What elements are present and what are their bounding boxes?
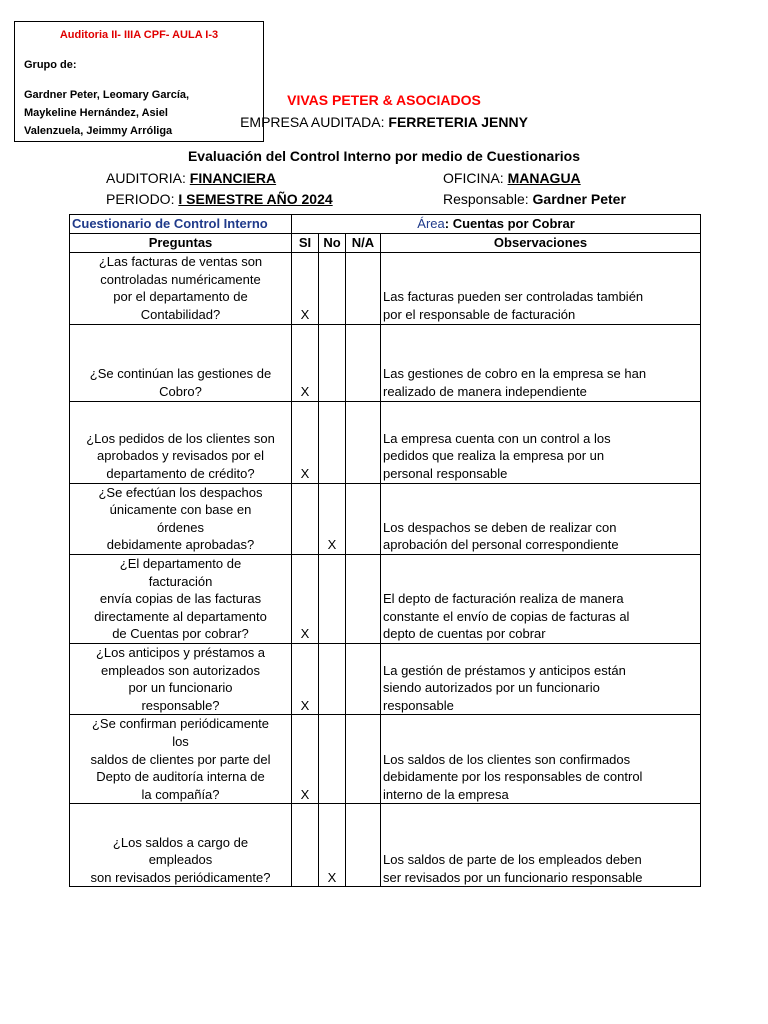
question-line: por un funcionario — [128, 680, 233, 696]
observation-line: La empresa cuenta con un control a los — [383, 430, 611, 446]
period — [106, 191, 333, 207]
table-row — [70, 324, 701, 401]
table-title-row — [70, 215, 701, 234]
question-line: son revisados periódicamente? — [90, 869, 271, 885]
question-line: por el departamento de — [113, 289, 248, 305]
question-line: órdenes — [157, 519, 204, 535]
observation-line: Los despachos se deben de realizar con — [383, 519, 617, 535]
answer-si — [292, 483, 319, 554]
observation-line: aprobación del personal correspondiente — [383, 537, 619, 553]
question-line: envía copias de las facturas — [99, 591, 262, 607]
answer-no — [319, 401, 346, 483]
observation-cell — [381, 324, 701, 401]
audit-value: FINANCIERA — [189, 170, 277, 186]
observation-line: personal responsable — [383, 466, 508, 481]
course-title: Auditoria II- IIIA CPF- AULA I-3 — [59, 29, 219, 41]
question-line: facturación — [148, 573, 213, 589]
answer-na — [346, 483, 381, 554]
answer-na — [346, 252, 381, 324]
observation-line: Las facturas pueden ser controladas también — [383, 289, 644, 305]
questionnaire-body — [70, 252, 701, 887]
answer-si: X — [292, 401, 319, 483]
responsible — [443, 191, 626, 207]
office — [443, 170, 581, 186]
observation-line: ser revisados por un funcionario responsable — [383, 869, 643, 885]
col-header-observaciones: Observaciones — [381, 234, 701, 253]
question-line: ¿Los saldos a cargo de — [112, 834, 249, 850]
answer-si: X — [292, 252, 319, 324]
question-line: ¿Los pedidos de los clientes son — [86, 430, 275, 446]
question-line: ¿Se confirman periódicamente — [91, 716, 270, 732]
question-cell — [70, 715, 292, 804]
answer-no — [319, 252, 346, 324]
observation-line: Los saldos de parte de los empleados deben — [383, 852, 642, 868]
member-line: Gardner Peter, Leomary García, — [24, 89, 190, 101]
answer-si: X — [292, 324, 319, 401]
question-cell — [70, 804, 292, 887]
question-line: departamento de crédito? — [106, 466, 255, 481]
question-line: ¿Los anticipos y préstamos a — [95, 644, 266, 660]
period-label: PERIODO: — [106, 191, 175, 207]
audit-type — [106, 170, 276, 186]
answer-na — [346, 324, 381, 401]
question-line: Contabilidad? — [140, 307, 221, 322]
col-header-na: N/A — [346, 234, 381, 253]
observation-line: responsable — [383, 697, 454, 713]
answer-no — [319, 324, 346, 401]
answer-na — [346, 804, 381, 887]
question-line: únicamente con base en — [109, 502, 252, 518]
period-value: I SEMESTRE AÑO 2024 — [178, 191, 333, 207]
observation-line: La gestión de préstamos y anticipos están — [383, 662, 626, 678]
table-row — [70, 715, 701, 804]
question-line: de Cuentas por cobrar? — [112, 626, 249, 642]
question-line: ¿Se continúan las gestiones de — [89, 366, 272, 382]
answer-si: X — [292, 554, 319, 643]
answer-na — [346, 643, 381, 714]
observation-line: pedidos que realiza la empresa por un — [383, 448, 605, 464]
observation-line: Las gestiones de cobro en la empresa se han — [383, 366, 647, 382]
answer-si — [292, 804, 319, 887]
answer-no — [319, 715, 346, 804]
question-line: los — [172, 733, 189, 749]
observation-cell — [381, 252, 701, 324]
company-name: VIVAS PETER & ASOCIADOS — [287, 92, 481, 108]
question-line: ¿Las facturas de ventas son — [98, 254, 263, 270]
observation-line: debidamente por los responsables de control — [383, 769, 643, 785]
questionnaire-table — [69, 214, 701, 887]
observation-line: El depto de facturación realiza de manera — [383, 591, 624, 607]
question-cell — [70, 324, 292, 401]
observation-line: interno de la empresa — [383, 786, 509, 802]
answer-no — [319, 554, 346, 643]
col-header-si: SI — [292, 234, 319, 253]
question-line: la compañía? — [141, 786, 220, 802]
col-header-preguntas: Preguntas — [70, 234, 292, 253]
observation-cell — [381, 401, 701, 483]
office-value: MANAGUA — [507, 170, 581, 186]
office-label: OFICINA: — [443, 170, 504, 186]
answer-na — [346, 554, 381, 643]
question-line: empleados — [148, 852, 213, 868]
answer-si: X — [292, 715, 319, 804]
observation-cell — [381, 804, 701, 887]
question-cell — [70, 483, 292, 554]
area-label: Área — [417, 216, 445, 232]
table-title: Cuestionario de Control Interno — [70, 215, 292, 234]
table-row — [70, 483, 701, 554]
answer-na — [346, 401, 381, 483]
col-header-no: No — [319, 234, 346, 253]
observation-cell — [381, 643, 701, 714]
question-line: responsable? — [141, 697, 220, 713]
question-line: Cobro? — [159, 384, 202, 399]
question-cell — [70, 643, 292, 714]
answer-no: X — [319, 483, 346, 554]
observation-cell — [381, 483, 701, 554]
table-row — [70, 401, 701, 483]
table-row — [70, 804, 701, 887]
question-cell — [70, 554, 292, 643]
area-cell — [292, 215, 701, 234]
observation-line: Los saldos de los clientes son confirmados — [383, 751, 631, 767]
table-row — [70, 252, 701, 324]
observation-line: constante el envío de copias de facturas al — [383, 608, 630, 624]
question-line: directamente al departamento — [94, 608, 267, 624]
observation-line: depto de cuentas por cobrar — [383, 626, 546, 642]
table-row — [70, 643, 701, 714]
question-line: controladas numéricamente — [100, 271, 261, 287]
question-cell — [70, 401, 292, 483]
observation-line: por el responsable de facturación — [383, 307, 576, 322]
column-header-row — [70, 234, 701, 253]
question-line: debidamente aprobadas? — [106, 537, 255, 553]
responsible-label: Responsable: — [443, 191, 529, 207]
answer-si: X — [292, 643, 319, 714]
responsible-value: Gardner Peter — [532, 191, 626, 207]
question-line: saldos de clientes por parte del — [90, 751, 271, 767]
audited-value: FERRETERIA JENNY — [388, 114, 528, 130]
answer-na — [346, 715, 381, 804]
audited-company — [0, 114, 768, 130]
question-line: ¿El departamento de — [119, 555, 242, 571]
question-line: empleados son autorizados — [101, 662, 260, 678]
question-line: Depto de auditoría interna de — [96, 769, 265, 785]
observation-cell — [381, 715, 701, 804]
audit-label: AUDITORIA: — [106, 170, 186, 186]
member-line: Maykeline Hernández, Asiel — [24, 107, 168, 119]
question-line: ¿Se efectúan los despachos — [98, 484, 263, 500]
member-line: Valenzuela, Jeimmy Arróliga — [24, 125, 173, 137]
observation-line: realizado de manera independiente — [383, 384, 587, 399]
question-cell — [70, 252, 292, 324]
table-row — [70, 554, 701, 643]
observation-line: siendo autorizados por un funcionario — [383, 680, 600, 696]
answer-no — [319, 643, 346, 714]
answer-no: X — [319, 804, 346, 887]
observation-cell — [381, 554, 701, 643]
question-line: aprobados y revisados por el — [97, 448, 264, 464]
group-label: Grupo de: — [24, 59, 77, 71]
area-value: : Cuentas por Cobrar — [444, 216, 575, 232]
audited-label: EMPRESA AUDITADA: — [240, 114, 385, 130]
evaluation-title: Evaluación del Control Interno por medio de Cuestionarios — [187, 148, 581, 164]
